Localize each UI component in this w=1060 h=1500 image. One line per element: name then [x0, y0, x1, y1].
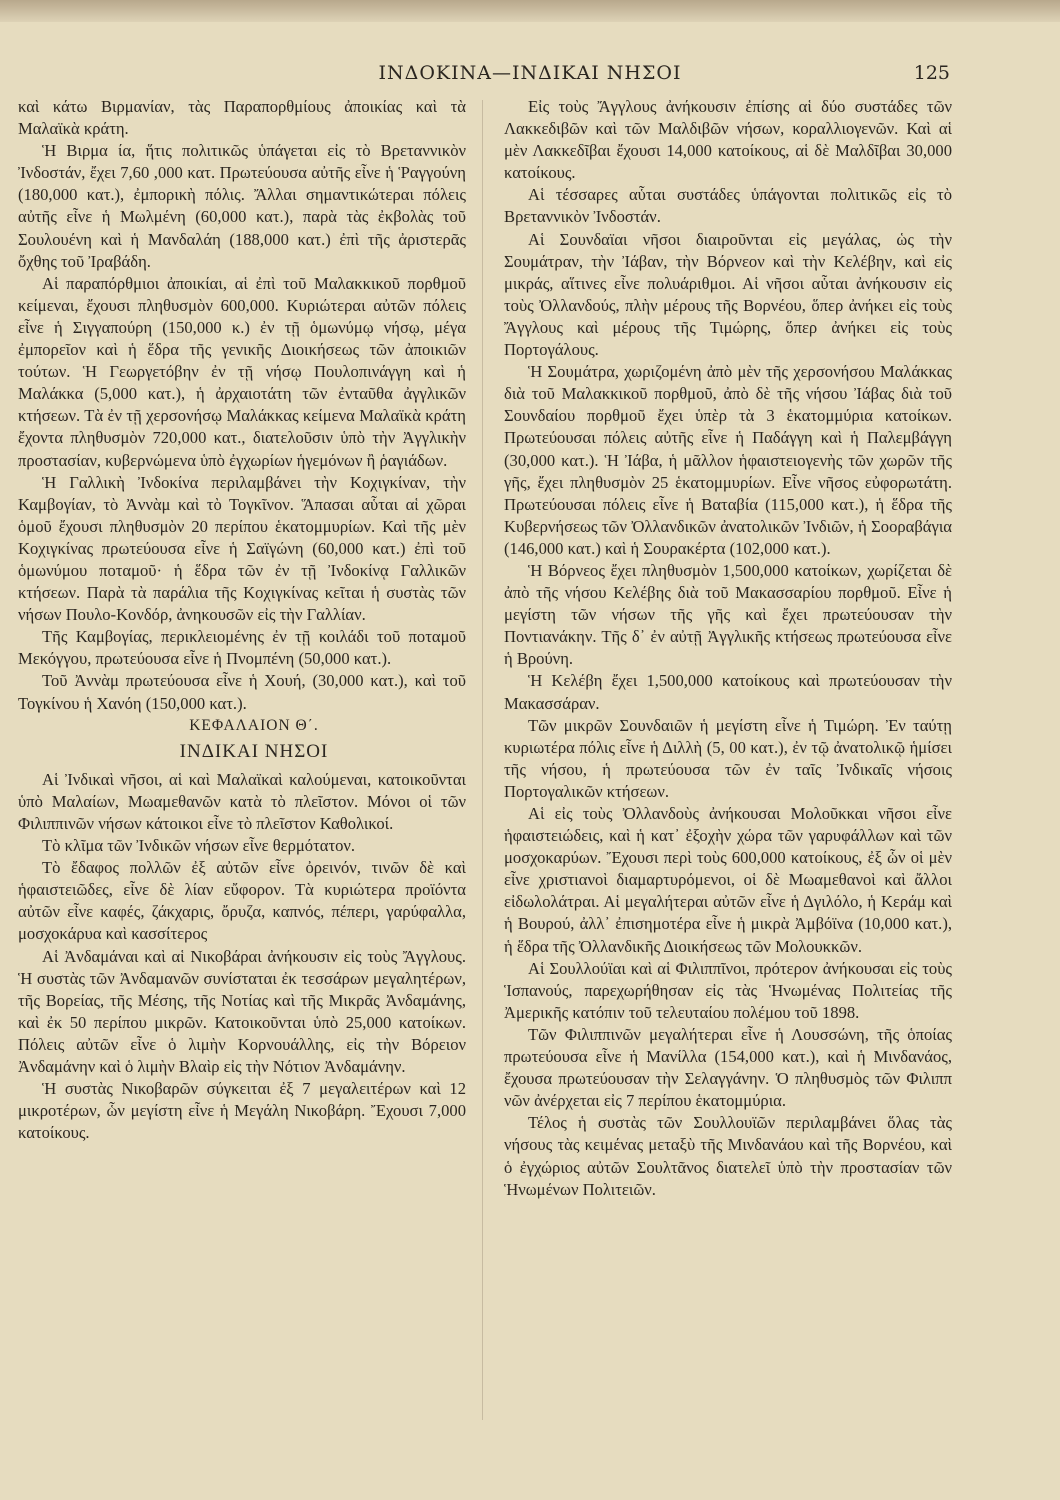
left-column	[18, 96, 466, 1144]
right-column	[504, 96, 952, 1201]
column-divider	[482, 100, 483, 1420]
paragraph: Αἱ Σουνδαϊαι νῆσοι διαιροῦνται εἰς μεγάλας, ὡς τὴν Σουμάτραν, τὴν Ἰάβαν, τὴν Βόρνεον καὶ τὴν Κελέβην, καὶ εἰς μικράς, αἵτινες εἶνε πολυάριθμοι. Αἱ νῆσοι αὗται ἀνήκουσιν εἰς τοὺς Ὀλλανδούς, πλὴν μέρους τῆς Βορνέου, ὅπερ ἀνήκει εἰς τοὺς Ἄγγλους καὶ μέρους τῆς Τιμώρης, ὅπερ ἀνήκει εἰς τοὺς Πορτογάλους.	[504, 229, 952, 360]
paragraph: Τῶν Φιλιππινῶν μεγαλήτεραι εἶνε ἡ Λουσσώνη, τῆς ὁποίας πρωτεύουσα εἶνε ἡ Μανίλλα (154,000 κατ.), καὶ ἡ Μινδανάος, ἔχουσα πρωτεύουσαν τὴν Σελαγγάνην. Ὁ πληθυσμὸς τῶν Φιλιππ νῶν ἀνέρχεται εἰς 7 περίπου ἑκατομμύρια.	[504, 1024, 952, 1111]
chapter-label: ΚΕΦΑΛΑΙΟΝ Θ΄.	[189, 716, 319, 734]
paragraph: Εἰς τοὺς Ἄγγλους ἀνήκουσιν ἐπίσης αἱ δύο συστάδες τῶν Λακκεδιβῶν καὶ τῶν Μαλδιβῶν νήσων, κοραλλιογενῶν. Καὶ αἱ μὲν Λακκεδῖβαι ἔχουσι 14,000 κατοίκους, αἱ δὲ Μαλδῖβαι 30,000 κατοίκους.	[504, 97, 952, 183]
page-top-edge	[0, 0, 1060, 22]
page-header	[0, 62, 1060, 92]
paragraph: Τέλος ἡ συστὰς τῶν Σουλλουϊῶν περιλαμβάνει ὅλας τὰς νήσους τὰς κειμένας μεταξὺ τῆς Μινδανάου καὶ τῆς Βορνέου, καὶ ὁ ἐγχώριος αὐτῶν Σουλτᾶνος διατελεῖ ὑπὸ τὴν προστασίαν τῶν Ἡνωμένων Πολιτειῶν.	[504, 1113, 952, 1199]
paragraph: καὶ κάτω Βιρμανίαν, τὰς Παραπορθμίους ἀποικίας καὶ τὰ Μαλαϊκὰ κράτη.	[18, 97, 466, 139]
paragraph: Τῆς Καμβογίας, περικλειομένης ἐν τῇ κοιλάδι τοῦ ποταμοῦ Μεκόγγου, πρωτεύουσα εἶνε ἡ Πνομπένη (50,000 κατ.).	[18, 627, 466, 669]
paragraph: Ἡ Βιρμα ία, ἥτις πολιτικῶς ὑπάγεται εἰς τὸ Βρεταννικὸν Ἰνδοστάν, ἔχει 7,60 ,000 κατ. Πρωτεύουσα αὐτῆς εἶνε ἡ Ῥαγγούνη (180,000 κατ.), ἐμπορικὴ πόλις. Ἄλλαι σημαντικώτεραι πόλεις αὐτῆς εἶνε ἡ Μωλμένη (60,000 κατ.), παρὰ τὰς ἐκβολὰς τοῦ Σουλουένη καὶ ἡ Μανδαλάη (188,000 κατ.) ἐπὶ τῆς ἀριστερᾶς ὄχθης τοῦ Ἰραβάδη.	[18, 141, 466, 271]
paragraph: Ἡ Γαλλικὴ Ἰνδοκίνα περιλαμβάνει τὴν Κοχιγκίναν, τὴν Καμβογίαν, τὸ Ἀννὰμ καὶ τὸ Τογκῖνον. Ἅπασαι αὗται αἱ χῶραι ὁμοῦ ἔχουσι πληθυσμὸν 20 περίπου ἑκατομμυρίων. Καὶ τῆς μὲν Κοχιγκίνας πρωτεύουσα εἶνε ἡ Σαϊγώνη (60,000 κατ.) ἐπὶ τοῦ ὁμωνύμου ποταμοῦ· ἡ ἕδρα τῶν ἐν τῇ Ἰνδοκίνᾳ Γαλλικῶν κτήσεων. Παρὰ τὰ παράλια τῆς Κοχιγκίνας κεῖται ἡ συστὰς τῶν νήσων Πουλο-Κονδόρ, ἀνηκουσῶν εἰς τὴν Γαλλίαν.	[18, 472, 466, 625]
paragraph: Αἱ Ἰνδικαὶ νῆσοι, αἱ καὶ Μαλαϊκαὶ καλούμεναι, κατοικοῦνται ὑπὸ Μαλαίων, Μωαμεθανῶν κατὰ τὸ πλεῖστον. Μόνοι οἱ τῶν Φιλιππινῶν νήσων κάτοικοι εἶνε τὸ πλεῖστον Καθολικοί.	[18, 769, 466, 833]
paragraph: Ἡ Κελέβη ἔχει 1,500,000 κατοίκους καὶ πρωτεύουσαν τὴν Μακασσάραν.	[504, 671, 952, 713]
paragraph: Αἱ τέσσαρες αὗται συστάδες ὑπάγονται πολιτικῶς εἰς τὸ Βρεταννικὸν Ἰνδοστάν.	[504, 185, 952, 227]
paragraph: Αἱ εἰς τοὺς Ὀλλανδοὺς ἀνήκουσαι Μολοῦκκαι νῆσοι εἶνε ἡφαιστειώδεις, καὶ ἡ κατ᾽ ἐξοχὴν χώρα τῶν γαρυφάλλων καὶ τῶν μοσχοκαρύων. Ἔχουσι περὶ τοὺς 600,000 κατοίκους, ἐξ ὧν οἱ μὲν εἶνε χριστιανοὶ διαμαρτυρόμενοι, οἱ δὲ Μωαμεθανοὶ καὶ ἄλλοι εἰδωλολάτραι. Αἱ μεγαλήτεραι αὐτῶν εἶνε ἡ Δγιλόλο, ἡ Κεράμ καὶ ἡ Βουρού, ἀλλ᾽ ἐπισημοτέρα εἶνε ἡ μικρὰ Ἀμβόϊνα (10,000 κατ.), ἡ ἕδρα τῆς Ὀλλανδικῆς Διοικήσεως τῶν Μολουκκῶν.	[504, 804, 952, 956]
paragraph: Τῶν μικρῶν Σουνδαιῶν ἡ μεγίστη εἶνε ἡ Τιμώρη. Ἐν ταύτῃ κυριωτέρα πόλις εἶνε ἡ Διλλὴ (5, 00 κατ.), ἐν τῷ ἀνατολικῷ ἡμίσει τῆς νήσου, ἡ πρωτεύουσα τῶν ἐν ταῖς Ἰνδικαῖς νήσοις Πορτογαλικῶν κτήσεων.	[504, 715, 952, 801]
paragraph: Ἡ συστὰς Νικοβαρῶν σύγκειται ἐξ 7 μεγαλειτέρων καὶ 12 μικροτέρων, ὧν μεγίστη εἶνε ἡ Μεγάλη Νικοβάρη. Ἔχουσι 7,000 κατοίκους.	[18, 1079, 466, 1143]
paragraph: Ἡ Βόρνεος ἔχει πληθυσμὸν 1,500,000 κατοίκων, χωρίζεται δὲ ἀπὸ τῆς νήσου Κελέβης διὰ τοῦ Μακασσαρίου πορθμοῦ. Εἶνε ἡ μεγίστη τῶν νήσων τῆς γῆς καὶ ἔχει πρωτεύουσαν τὴν Ποντιανάκην. Τῆς δ᾽ ἐν αὐτῇ Ἀγγλικῆς κτήσεως πρωτεύουσα εἶνε ἡ Βρούνη.	[504, 560, 952, 669]
paragraph: Ἡ Σουμάτρα, χωριζομένη ἀπὸ μὲν τῆς χερσονήσου Μαλάκκας διὰ τοῦ Μαλακκικοῦ πορθμοῦ, ἀπὸ δὲ τῆς νήσου Ἰάβας διὰ τοῦ Σουνδαίου πορθμοῦ ἔχει ὑπὲρ τὰ 3 ἑκατομμύρια κατοίκων. Πρωτεύουσαι πόλεις αὐτῆς εἶνε ἡ Παδάγγη καὶ ἡ Παλεμβάγγη (30,000 κατ.). Ἡ Ἰάβα, ἡ μᾶλλον ἡφαιστειογενὴς τῶν χωρῶν τῆς γῆς, ἔχει πληθυσμὸν 25 ἑκατομμυρίων. Εἶνε νῆσος εὐφορωτάτη. Πρωτεύουσαι πόλεις εἶνε ἡ Βαταβία (115,000 κατ.), ἡ ἕδρα τῆς Κυβερνήσεως τῶν Ὀλλανδικῶν ἀνατολικῶν Ἰνδιῶν, ἡ Σοοραβάγια (146,000 κατ.) καὶ ἡ Σουρακέρτα (102,000 κατ.).	[504, 362, 952, 558]
paragraph: Τὸ ἔδαφος πολλῶν ἐξ αὐτῶν εἶνε ὀρεινόν, τινῶν δὲ καὶ ἡφαιστειῶδες, εἶνε δὲ λίαν εὔφορον. Τὰ κυριώτερα προϊόντα αὐτῶν εἶνε καφές, ζάκχαρις, ὄρυζα, καπνός, πέπερι, γαρύφαλλα, μοσχοκάρυα καὶ κασσίτερος	[18, 858, 466, 944]
page-number: 125	[913, 62, 950, 84]
paragraph: Τὸ κλῖμα τῶν Ἰνδικῶν νήσων εἶνε θερμότατον.	[42, 836, 356, 856]
paragraph: Αἱ Ἀνδαμάναι καὶ αἱ Νικοβάραι ἀνήκουσιν εἰς τοὺς Ἄγγλους. Ἡ συστὰς τῶν Ἀνδαμανῶν συνίσταται ἐκ τεσσάρων μεγαλητέρων, τῆς Βορείας, τῆς Μέσης, τῆς Νοτίας καὶ τῆς Μικρᾶς Ἀνδαμάνης, καὶ ἐκ 50 περίπου μικρῶν. Κατοικοῦνται ὑπὸ 25,000 κατοίκων. Πόλεις αὐτῶν εἶνε ὁ λιμὴν Κορνουάλλης, εἰς τὴν Βόρειον Ἀνδαμάνην καὶ ὁ λιμὴν Βλαὶρ εἰς τὴν Νότιον Ἀνδαμάνην.	[18, 946, 466, 1077]
running-title: ΙΝΔΟΚΙΝΑ—ΙΝΔΙΚΑΙ ΝΗΣΟΙ	[378, 62, 682, 84]
paragraph: Αἱ παραπόρθμιοι ἀποικίαι, αἱ ἐπὶ τοῦ Μαλακκικοῦ πορθμοῦ κείμεναι, ἔχουσι πληθυσμὸν 600,000. Κυριώτεραι αὐτῶν πόλεις εἶνε ἡ Σιγγαπούρη (150,000 κ.) ἐν τῇ ὁμωνύμῳ νήσῳ, μέγα ἐμπορεῖον καὶ ἡ ἕδρα τῆς γενικῆς Διοικήσεως τῶν ἀποικιῶν τούτων. Ἡ Γεωργετόβην ἐν τῇ νήσῳ Πουλοπινάγγη καὶ ἡ Μαλάκκα (5,000 κατ.), ἡ ἀρχαιοτάτη τῶν ἐνταῦθα ἀγγλικῶν κτήσεων. Τὰ ἐν τῇ χερσονήσῳ Μαλάκκας κείμενα Μαλαϊκὰ κράτη ἔχοντα πληθυσμὸν 720,000 κατ., διατελοῦσιν ὑπὸ τὴν Ἀγγλικὴν προστασίαν, κυβερνώμενα ὑπὸ ἐγχωρίων ἡγεμόνων ἢ ῥαγιάδων.	[18, 273, 466, 470]
paragraph: Τοῦ Ἀννὰμ πρωτεύουσα εἶνε ἡ Χουή, (30,000 κατ.), καὶ τοῦ Τογκίνου ἡ Χανόη (150,000 κατ.).	[18, 671, 466, 713]
chapter-title: ΙΝΔΙΚΑΙ ΝΗΣΟΙ	[179, 740, 329, 762]
paragraph: Αἱ Σουλλούϊαι καὶ αἱ Φιλιππῖνοι, πρότερον ἀνήκουσαι εἰς τοὺς Ἱσπανούς, παρεχωρήθησαν εἰς τὰς Ἡνωμένας Πολιτείας τῆς Ἀμερικῆς κατόπιν τοῦ τελευταίου πολέμου τοῦ 1898.	[504, 958, 952, 1022]
